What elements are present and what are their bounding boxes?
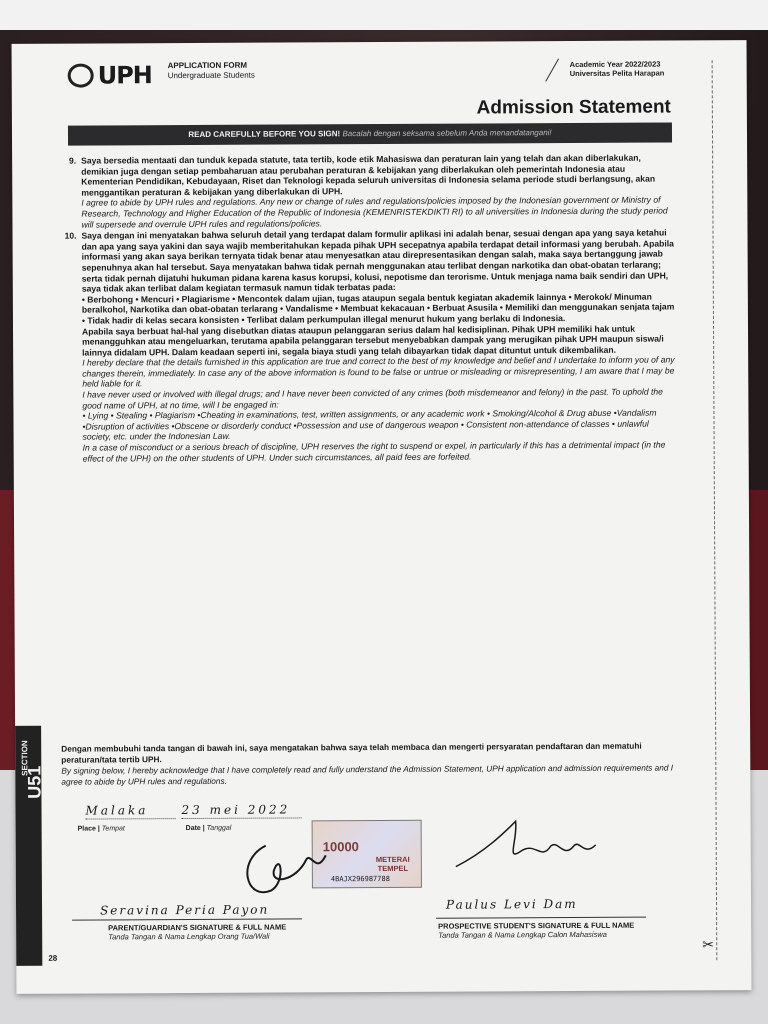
page-number: 28: [48, 953, 58, 963]
item-text-en: I hereby declare that the details furnished in this application are true and correct to the best of my knowledge and belief and I undertake to inform you of any changes therein, immediately. In case any of the above information is found to be false or untrue or misleading or misrepresenting, I am aware that I may be held liable for it.: [82, 354, 675, 390]
parent-sign-line: [72, 918, 302, 920]
form-title: [168, 61, 255, 81]
warning-banner: [68, 122, 672, 145]
item-list-en: • Lying • Stealing • Plagiarism •Cheating in examinations, test, written assignments, or any academic work • Smoking/Alcohol & Drug abuse •Vandalism •Disruption of activities •Obscene or disorderly conduct •Possession and use of dangerous weapon • Consistent non-attendance of classes • unlawful society, etc. under the Indonesian Law.: [82, 407, 657, 443]
item-list-id: • Berbohong • Mencuri • Plagiarisme • Mencontek dalam ujian, tugas ataupun segala bentuk kegiatan akademik lainnya • Merokok/ Minuman beralkohol, Narkotika dan obat-obatan terlarang • Vandalisme • Membuat kekacauan • Berbuat Asusila • Memiliki dan menggunakan senjata tajam • Tidak hadir di kelas secara konsisten • Terlibat dalam perkumpulan illegal menurut hukum yang berlaku di Indonesia.: [81, 291, 675, 326]
place-field[interactable]: Malaka: [85, 803, 149, 818]
date-label-id: Tanggal: [206, 824, 232, 832]
date-field[interactable]: 23 mei 2022: [181, 802, 291, 818]
place-label-id: Tempat: [101, 825, 125, 833]
uph-emblem-icon: [68, 64, 94, 88]
item-number: 10.: [64, 230, 77, 241]
statement-item-9: [64, 152, 674, 229]
scissors-icon: ✂: [702, 936, 715, 953]
cut-line: [712, 60, 718, 960]
item-close-en: In a case of misconduct or a serious breach of discipline, UPH reserves the right to suspend or expel, in particularly if this has a detrimental impact (in the effect of the UPH) on the other students of UPH. Under such circumstances, all paid fees are forfeited.: [82, 439, 666, 464]
parent-title-id: Tanda Tangan & Nama Lengkap Orang Tua/Wali: [108, 931, 270, 942]
item-close-id: Apabila saya berbuat hal-hal yang disebutkan diatas ataupun pelanggaran serius dalam hal kedisiplinan. Pihak UPH memiliki hak untuk menangguhkan atau mengeluarkan, terutama apabila pelanggaran tersebut menyebabkan dampak yang merugikan pihak UPH maupun siswa/i lainnya didalam UPH. Dalam keadaan seperti ini, segala biaya studi yang telah dibayarkan tidak dapat dituntut untuk dikembalikan.: [81, 323, 664, 358]
student-title-en: PROSPECTIVE STUDENT'S SIGNATURE & FULL NAME: [438, 920, 635, 931]
form-subtitle: Undergraduate Students: [167, 70, 255, 81]
parent-full-name[interactable]: Seravina Peria Payon: [100, 902, 270, 918]
student-sign-line: [436, 917, 646, 919]
place-line: [86, 818, 176, 819]
stamp-text: METERAI TEMPEL: [375, 854, 410, 874]
university-name: Universitas Pelita Harapan: [569, 68, 665, 79]
banner-italic: Bacalah dengan seksama sebelum Anda menandatangani!: [342, 128, 552, 139]
document-page: [12, 40, 752, 994]
item-number: 9.: [68, 155, 77, 166]
student-signature: [446, 811, 606, 882]
consent-statement: [61, 740, 681, 787]
page-title: Admission Statement: [476, 96, 671, 119]
academic-year-block: [570, 60, 665, 78]
student-title-id: Tanda Tangan & Nama Lengkap Calon Mahasiswa: [438, 929, 607, 940]
form-title-main: APPLICATION FORM: [167, 60, 248, 71]
section-label: SECTION: [20, 740, 30, 776]
background-wall: [0, 0, 768, 30]
student-sign-title: [438, 921, 634, 940]
item-text-en: I agree to abide by UPH rules and regulations. Any new or change of rules and regulations/policies imposed by the Indonesian government or Ministry of Research, Technology and Higher Education of the Republic of Indonesia (KEMENRISTEKDIKTI RI) to all universities in Indonesia during the study period will supersede and overrule UPH rules and regulations/policies.: [81, 194, 668, 230]
item-text-id: Saya bersedia mentaati dan tunduk kepada statute, tata tertib, kode etik Mahasiswa dan peraturan lain yang telah dan akan diberlakukan, demikian juga dengan setiap pembaharuan atau perubahan peraturan & kebijakan yang diberlakukan oleh pemerintah Indonesia atau Kementerian Pendidikan, Kebudayaan, Riset dan Teknologi kepada seluruh universitas di Indonesia selama periode studi berlangsung, akan menggantikan peraturan & kebijakan yang diberlakukan di UPH.: [81, 152, 656, 198]
date-line: [182, 817, 302, 819]
parent-sign-title: [108, 923, 286, 942]
stamp-value: 10000: [322, 839, 359, 855]
section-code: U51: [24, 765, 45, 799]
consent-text-id: Dengan membubuhi tanda tangan di bawah ini, saya mengatakan bahwa saya telah membaca dan mengerti persyaratan pendaftaran dan mematuhi peraturan/tata tertib UPH.: [61, 740, 642, 765]
consent-text-en: By signing below, I hereby acknowledge that I have completely read and fully understand the Admission Statement, UPH application and admission requirements and I agree to abide by UPH rules and regulations.: [61, 762, 674, 787]
logo-text: UPH: [97, 61, 152, 90]
parent-signature: [226, 830, 336, 911]
date-label-en: Date |: [185, 824, 205, 833]
date-label: [186, 825, 232, 832]
parent-title-en: PARENT/GUARDIAN'S SIGNATURE & FULL NAME: [108, 922, 287, 933]
stamp-code: 4BAJX296987788: [330, 874, 390, 884]
statement-item-10: [64, 228, 675, 464]
place-label-en: Place |: [77, 825, 100, 833]
uph-logo: [68, 61, 152, 89]
student-full-name[interactable]: Paulus Levi Dam: [445, 896, 578, 912]
statement-body: [64, 152, 676, 464]
section-tab: [15, 726, 45, 966]
item-text-id: Saya dengan ini menyatakan bahwa seluruh detail yang terdapat dalam formulir aplikasi ini adalah benar, sesuai dengan apa yang saya ketahui dan apa yang saya yakini dan saya wajib memberitahukan kepada pihak UPH secepatnya apabila terdapat detail informasi yang berubah. Apabila informasi yang akan saya berikan ternyata tidak benar atau menyesatkan atau direpresentasikan dengan salah, maka saya bertanggung jawab sepenuhnya akan hal tersebut. Saya menyatakan bahwa tidak pernah menggunakan atau terlibat dengan narkotika dan obat-obatan terlarang; serta tidak pernah dijatuhi hukuman pidana karena kasus korupsi, kolusi, nepotisme dan terorisme. Untuk menjaga nama baik sendiri dan UPH, saya tidak akan terlibat dalam kegiatan termasuk namun tidak terbatas pada:: [81, 227, 674, 294]
header-divider: [545, 59, 559, 82]
item-text-en-2: I have never used or involved with illegal drugs; and I have never been convicted of any crimes (both misdemeanor and felony) in the past. To uphold the good name of UPH, at no time, will I be engaged in:: [82, 386, 663, 411]
academic-year: Academic Year 2022/2023: [569, 59, 661, 70]
banner-bold: READ CAREFULLY BEFORE YOU SIGN!: [188, 129, 341, 140]
place-label: [78, 825, 125, 832]
